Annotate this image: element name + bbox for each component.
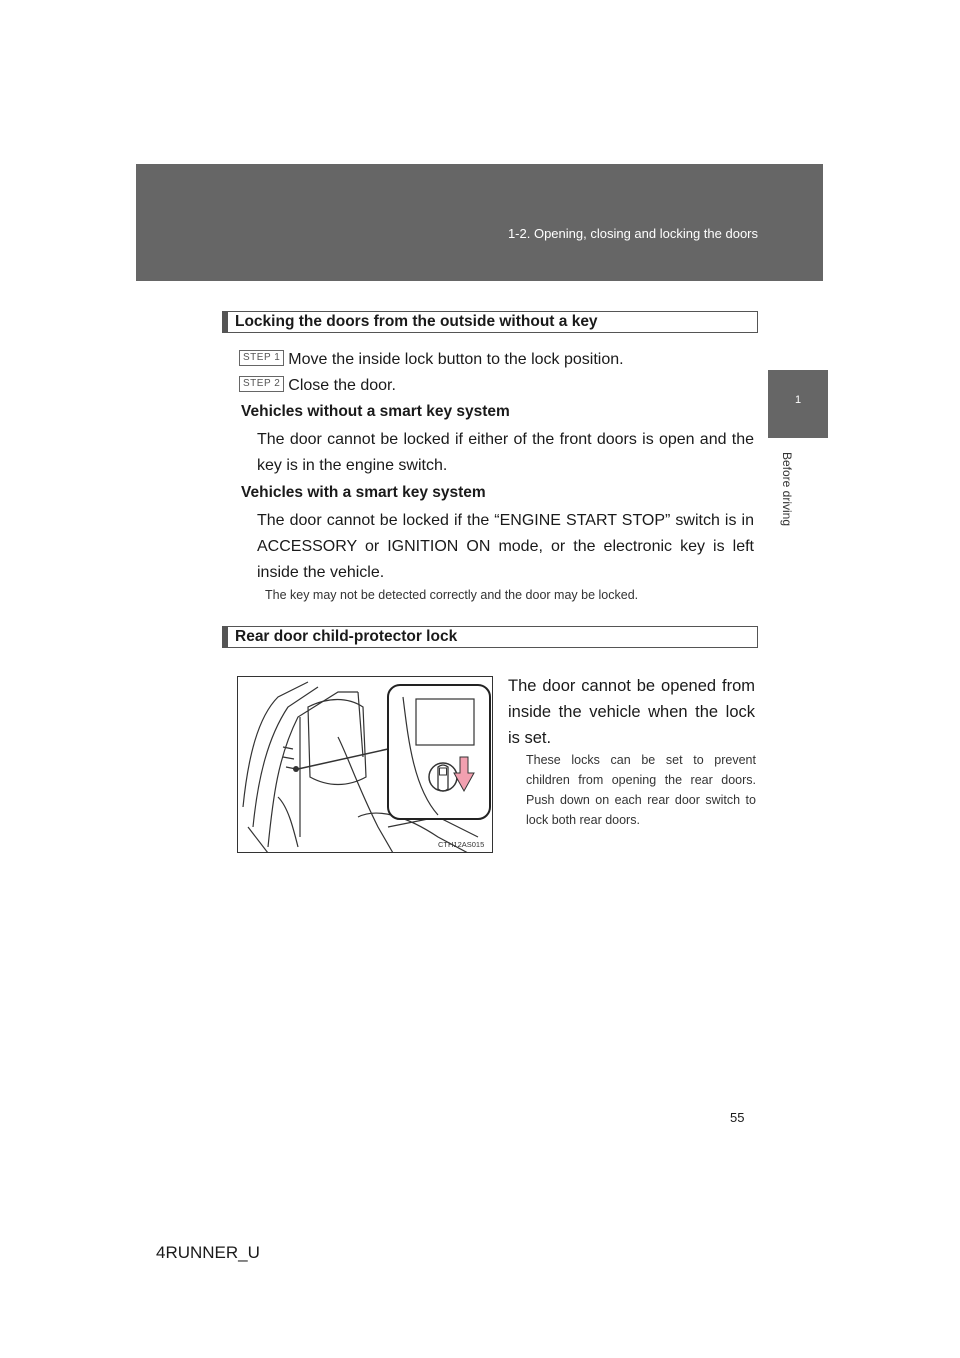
header-band [136,164,823,281]
step-text: Move the inside lock button to the lock position. [288,351,624,368]
step-badge: STEP 2 [239,376,284,392]
door-drawing [238,677,493,853]
note-key-detection: The key may not be detected correctly and the door may be locked. [265,588,639,602]
step-badge: STEP 1 [239,350,284,366]
step-2 [239,375,396,397]
page-number: 55 [730,1110,745,1125]
chapter-tab [768,370,828,438]
paragraph-child-lock-detail: These locks can be set to prevent children from opening the rear doors. Push down on each rear door switch to lock both rear doors. [526,753,756,827]
chapter-title: Before driving [780,451,794,527]
paragraph-no-smart-key: The door cannot be locked if either of the front doors is open and the key is in the engine switch. [257,431,754,474]
section-title: 1-2. Opening, closing and locking the doors [507,226,758,241]
section-heading-locking: Locking the doors from the outside without a key [222,311,758,333]
section-heading-child-lock: Rear door child-protector lock [222,626,758,648]
paragraph-smart-key: The door cannot be locked if the “ENGINE START STOP” switch is in ACCESSORY or IGNITION ON mode, or the electronic key is left inside the vehicle. [257,512,754,581]
step-1 [239,349,624,371]
step-text: Close the door. [288,377,396,394]
chapter-title-wrap [771,442,794,538]
child-lock-illustration [237,676,493,853]
chapter-number: 1 [794,394,802,406]
subheading-smart-key: Vehicles with a smart key system [241,484,486,501]
figure-code: CTH12AS015 [438,840,485,849]
paragraph-child-lock: The door cannot be opened from inside the vehicle when the lock is set. [508,677,755,747]
subheading-no-smart-key: Vehicles without a smart key system [241,403,510,420]
document-code: 4RUNNER_U [156,1243,260,1262]
